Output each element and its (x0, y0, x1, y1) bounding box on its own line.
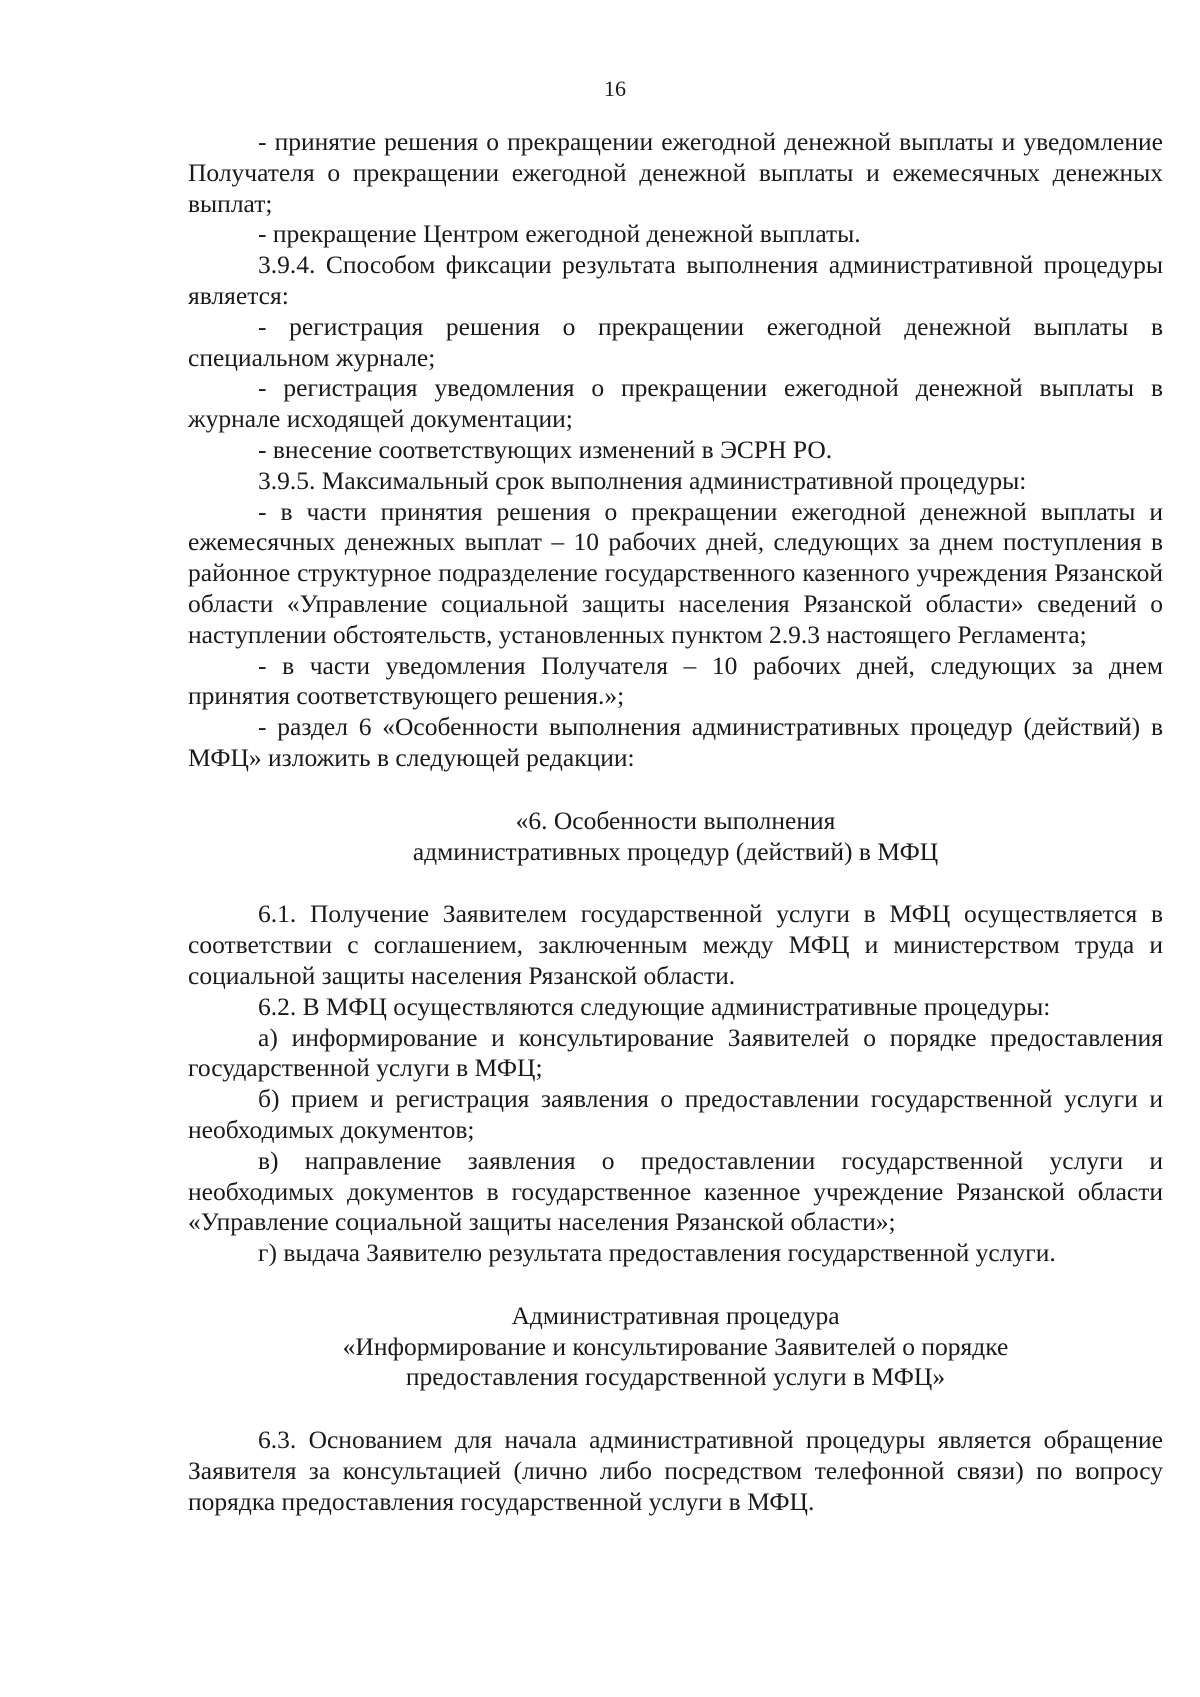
paragraph: - внесение соответствующих изменений в ЭСРН РО. (258, 434, 833, 464)
paragraph: - регистрация решения о прекращении ежегодной денежной выплаты в специальном журнале; (188, 311, 1163, 372)
procedure-heading (188, 1301, 1163, 1393)
paragraph: а) информирование и консультирование Заявителей о порядке предоставления государственной услуги в МФЦ; (188, 1022, 1163, 1083)
paragraph: - в части принятия решения о прекращении ежегодной денежной выплаты и ежемесячных денежных выплат – 10 рабочих дней, следующих за днем поступления в районное структурное подразделение государственного казенного учреждения Рязанской области «Управление социальной защиты населения Рязанской области» сведений о наступлении обстоятельств, установленных пунктом 2.9.3 настоящего Регламента; (188, 496, 1163, 649)
page-number: 16 (604, 76, 626, 101)
paragraph: 6.3. Основанием для начала административной процедуры является обращение Заявителя за консультацией (лично либо посредством телефонной связи) по вопросу порядка предоставления государственной услуги в МФЦ. (188, 1425, 1163, 1516)
paragraph: - принятие решения о прекращении ежегодной денежной выплаты и уведомление Получателя о прекращении ежегодной денежной выплаты и ежемесячных денежных выплат; (188, 127, 1163, 218)
paragraph: г) выдача Заявителю результата предоставления государственной услуги. (258, 1238, 1056, 1268)
section-heading (188, 806, 1163, 868)
procedure-heading-line: Административная процедура (511, 1300, 840, 1330)
paragraph: - регистрация уведомления о прекращении ежегодной денежной выплаты в журнале исходящей документации; (188, 373, 1163, 434)
paragraph: 6.2. В МФЦ осуществляются следующие административные процедуры: (258, 991, 1051, 1021)
paragraph: - раздел 6 «Особенности выполнения административных процедур (действий) в МФЦ» изложить в следующей редакции: (188, 712, 1163, 772)
paragraph: б) прием и регистрация заявления о предоставлении государственной услуги и необходимых документов; (188, 1084, 1163, 1144)
paragraph: - в части уведомления Получателя – 10 рабочих дней, следующих за днем принятия соответствующего решения.»; (188, 650, 1163, 711)
procedure-heading-line: «Информирование и консультирование Заявителей о порядке (342, 1331, 1009, 1361)
paragraph: 3.9.5. Максимальный срок выполнения административной процедуры: (258, 465, 1027, 495)
paragraph: 3.9.4. Способом фиксации результата выполнения административной процедуры является: (188, 250, 1163, 310)
procedure-heading-line: предоставления государственной услуги в МФЦ» (405, 1362, 946, 1392)
section-heading-line: административных процедур (действий) в МФЦ (412, 836, 939, 866)
document-body (188, 127, 1163, 1518)
paragraph: в) направление заявления о предоставлении государственной услуги и необходимых документов в государственное казенное учреждение Рязанской области «Управление социальной защиты населения Рязанской области»; (188, 1145, 1163, 1237)
paragraph: 6.1. Получение Заявителем государственной услуги в МФЦ осуществляется в соответствии с соглашением, заключенным между МФЦ и министерством труда и социальной защиты населения Рязанской области. (188, 899, 1163, 990)
section-heading-line: «6. Особенности выполнения (515, 805, 836, 835)
paragraph: - прекращение Центром ежегодной денежной выплаты. (258, 219, 861, 249)
